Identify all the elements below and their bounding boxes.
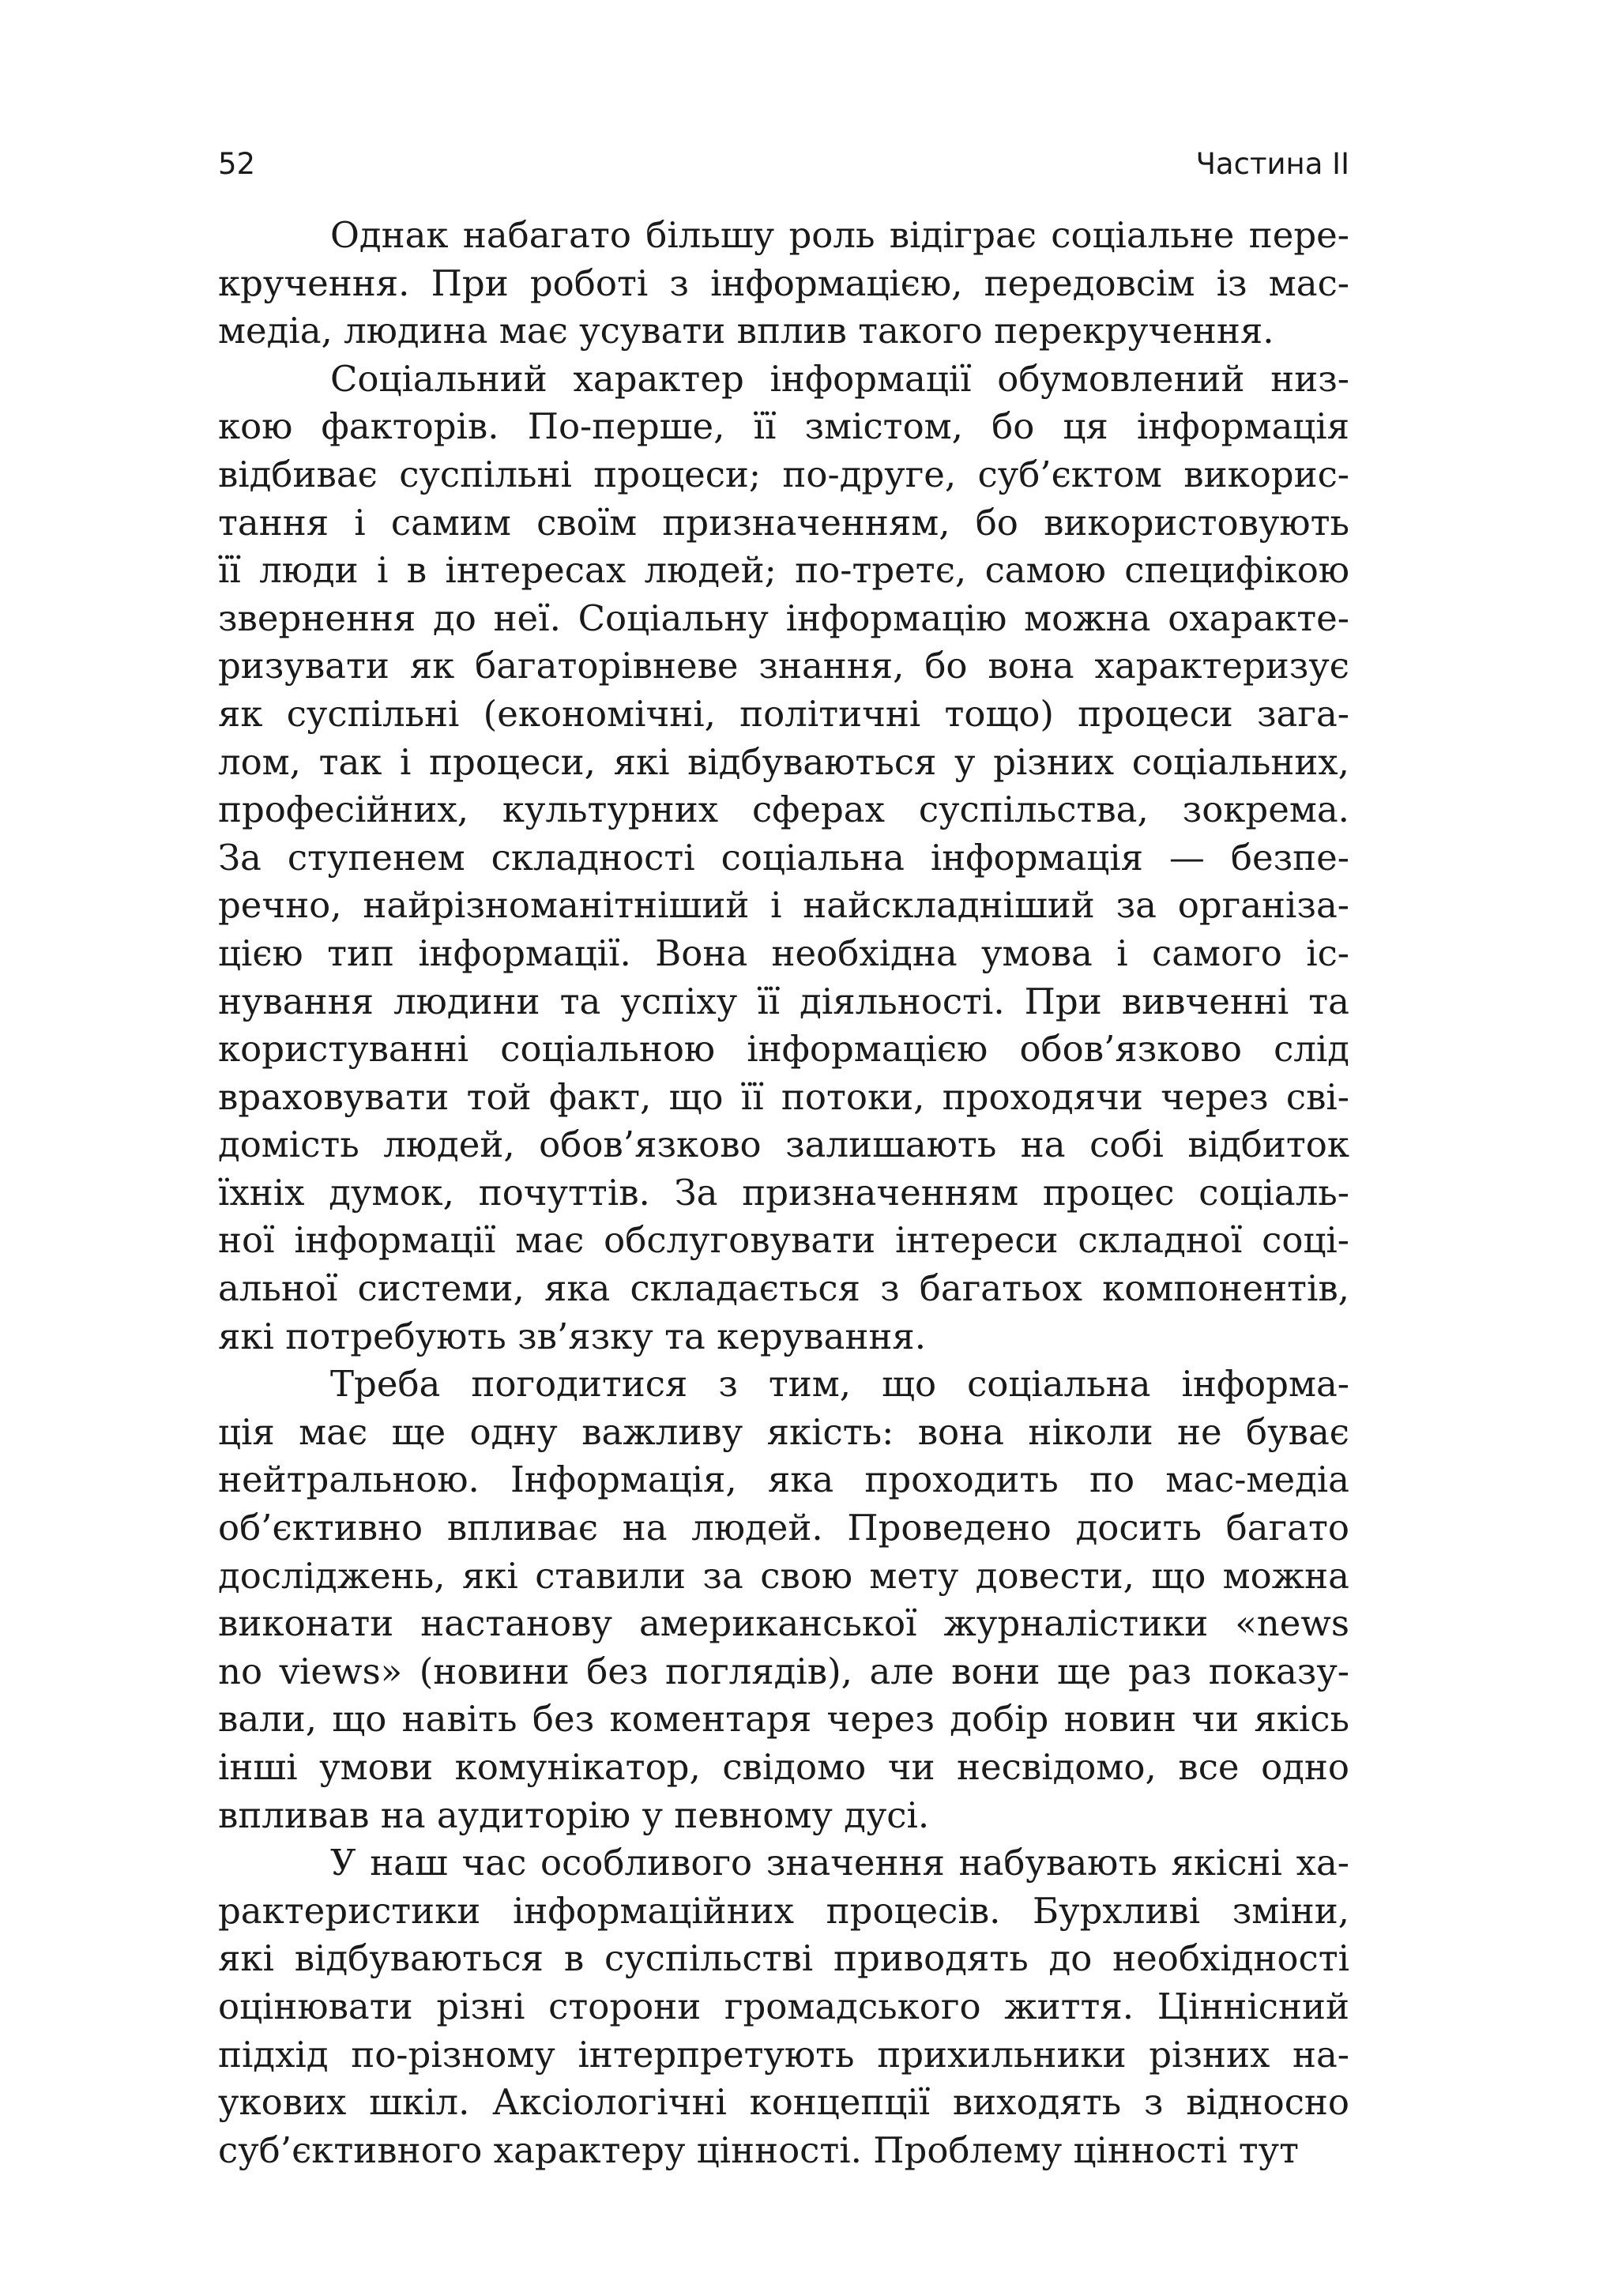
text-line: досліджень, які ставили за свою мету довести, що можна [218, 1554, 1349, 1597]
text-line: виконати настанову американської журналістики «news [218, 1602, 1349, 1645]
text-line: ризувати як багаторівневе знання, бо вона характеризує [218, 645, 1349, 687]
text-line: які потребують зв’язку та керування. [218, 1315, 927, 1357]
text-line: як суспільні (економічні, політичні тощо) процеси зага- [218, 692, 1349, 735]
text-line: Соціальний характер інформації обумовлений низ- [330, 357, 1349, 400]
section-title: Частина ІІ [1195, 147, 1349, 181]
text-line: no views» (новини без поглядів), але вони ще раз показу- [218, 1650, 1349, 1692]
body-text [218, 212, 1349, 2174]
text-line: оцінювати різні сторони громадського життя. Ціннісний [218, 1985, 1349, 2027]
text-line: інші умови комунікатор, свідомо чи несвідомо, все одно [218, 1746, 1349, 1788]
paragraph [218, 1361, 1349, 1839]
text-line: їхніх думок, почуттів. За призначенням процес соціаль- [218, 1171, 1349, 1214]
text-line: вали, що навіть без коментаря через добір новин чи якісь [218, 1698, 1349, 1741]
text-line: нейтральною. Інформація, яка проходить по мас-медіа [218, 1459, 1349, 1501]
text-line: кручення. При роботі з інформацією, передовсім із мас- [218, 262, 1349, 304]
text-line: користуванні соціальною інформацією обов’язково слід [218, 1028, 1349, 1071]
text-line: ція має ще одну важливу якість: вона ніколи не буває [218, 1410, 1349, 1453]
text-line: нування людини та успіху її діяльності. При вивченні та [218, 980, 1349, 1022]
text-line: речно, найрізноманітніший і найскладніший за організа- [218, 884, 1349, 927]
text-line: домість людей, обов’язково залишають на собі відбиток [218, 1124, 1349, 1166]
text-line: Однак набагато більшу роль відіграє соціальне пере- [330, 214, 1349, 256]
text-line: ної інформації має обслуговувати інтереси складної соці- [218, 1219, 1349, 1262]
text-line: об’єктивно впливає на людей. Проведено досить багато [218, 1507, 1349, 1549]
text-line: суб’єктивного характеру цінності. Проблему цінності тут [218, 2129, 1299, 2171]
text-line: медіа, людина має усувати вплив такого перекручення. [218, 310, 1274, 352]
paragraph [218, 212, 1349, 356]
text-line: альної системи, яка складається з багатьох компонентів, [218, 1267, 1349, 1310]
paragraph [218, 1839, 1349, 2174]
text-line: враховувати той факт, що її потоки, проходячи через сві- [218, 1075, 1349, 1118]
text-line: У наш час особливого значення набувають якісні ха- [330, 1842, 1349, 1884]
text-line: кою факторів. По-перше, її змістом, бо ця інформація [218, 405, 1349, 448]
text-line: впливав на аудиторію у певному дусі. [218, 1794, 930, 1836]
text-line: Треба погодитися з тим, що соціальна інформа- [330, 1363, 1349, 1406]
text-line: лом, так і процеси, які відбуваються у різних соціальних, [218, 740, 1349, 783]
text-line: За ступенем складності соціальна інформація — безпе- [218, 836, 1349, 879]
text-line: тання і самим своїм призначенням, бо використовують [218, 501, 1349, 544]
text-line: цією тип інформації. Вона необхідна умова і самого іс- [218, 932, 1349, 974]
text-line: рактеристики інформаційних процесів. Бурхливі зміни, [218, 1889, 1349, 1932]
text-line: її люди і в інтересах людей; по-третє, самою специфікою [218, 549, 1349, 592]
text-line: професійних, культурних сферах суспільства, зокрема. [218, 789, 1349, 831]
text-line: які відбуваються в суспільстві приводять до необхідності [218, 1937, 1349, 1980]
text-line: відбиває суспільні процеси; по-друге, суб’єктом викорис- [218, 453, 1349, 495]
text-line: звернення до неї. Соціальну інформацію можна охаракте- [218, 597, 1349, 639]
page-number: 52 [218, 147, 256, 181]
text-line: підхід по-різному інтерпретують прихильники різних на- [218, 2033, 1349, 2076]
text-line: укових шкіл. Аксіологічні концепції виходять з відносно [218, 2081, 1349, 2124]
running-head [218, 147, 1349, 194]
paragraph [218, 356, 1349, 1361]
